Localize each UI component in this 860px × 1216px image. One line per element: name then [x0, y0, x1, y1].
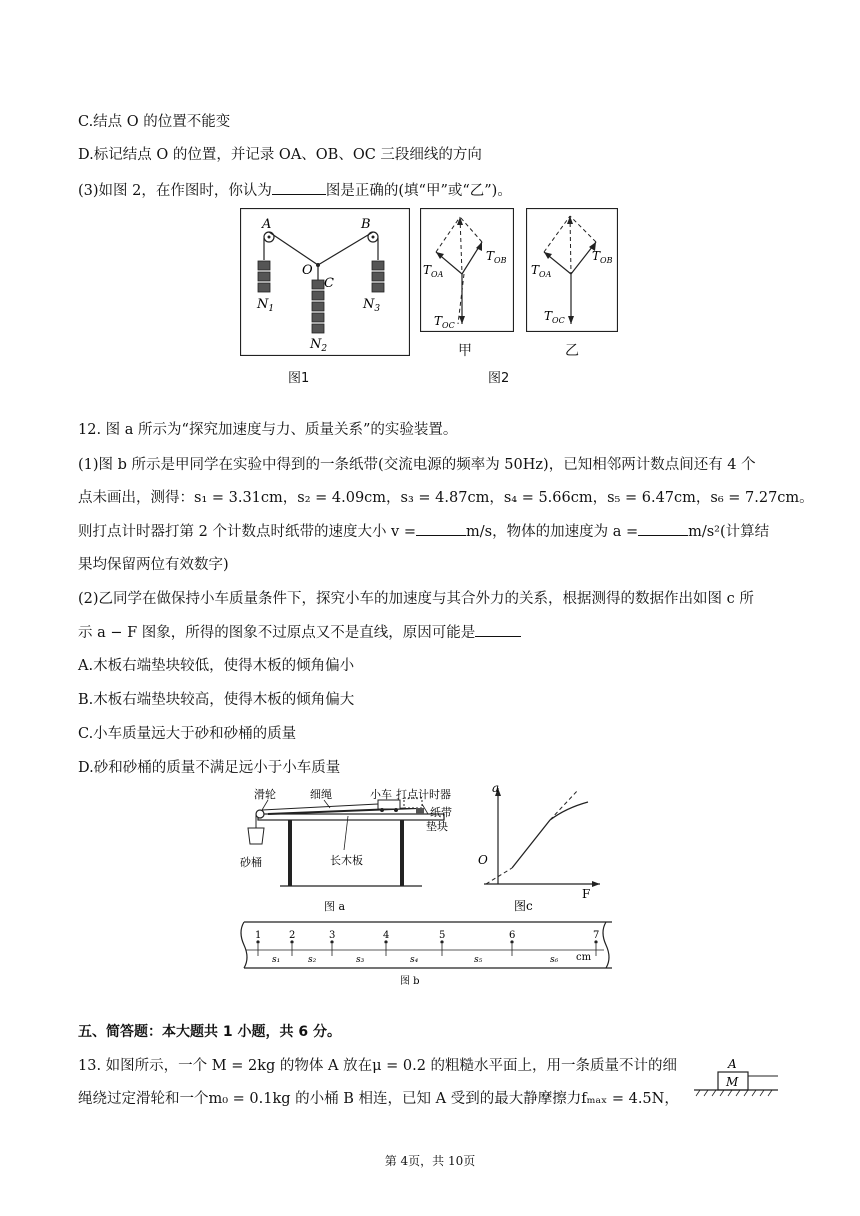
q12-part1-line2: 点未画出，测得：s₁ = 3.31cm，s₂ = 4.09cm，s₃ = 4.87cm，s₄ = 5.66cm，s₅ = 6.47cm，s₆ = 7.27cm。: [78, 490, 814, 506]
label-o: O: [302, 263, 313, 278]
figure-1-caption: 图1: [288, 371, 310, 386]
label-toa: $T_{OA}$: [531, 263, 552, 279]
label-m: M: [726, 1075, 739, 1089]
page-footer: 第 4页，共 10页: [384, 1154, 476, 1168]
q12-part1-line4: 果均保留两位有效数字): [78, 557, 229, 573]
label-toc: $T_{OC}$: [434, 314, 455, 330]
q11-part3: [78, 180, 512, 201]
q12-option-a: A.木板右端垫块较低，使得木板的倾角偏小: [78, 658, 355, 674]
q12-velocity-text: 则打点计时器打第 2 个计数点时纸带的速度大小 v =: [78, 524, 417, 540]
q12-intro: 12. 图 a 所示为“探究加速度与力、质量关系”的实验装置。: [78, 422, 458, 438]
section-5-heading: 五、简答题：本大题共 1 小题，共 6 分。: [78, 1024, 341, 1040]
segment-s6: s₆: [550, 955, 559, 965]
figure-b-tape: [236, 918, 616, 988]
answer-blank-acceleration: [638, 521, 688, 536]
figure-a-caption: 图 a: [324, 900, 346, 913]
figure-q13-block: [690, 1054, 782, 1102]
tape-points: [256, 940, 597, 943]
point-6: 6: [509, 930, 516, 941]
label-yi: 乙: [565, 343, 579, 359]
segment-s4: s₄: [410, 955, 419, 965]
q11-part3-pre: (3)如图 2，在作图时，你认为: [78, 183, 272, 199]
label-b: B: [361, 217, 371, 232]
label-toc: $T_{OC}$: [544, 309, 565, 325]
q12-part2-text: 示 a − F 图象，所得的图象不过原点又不是直线，原因可能是: [78, 625, 476, 641]
label-rope: 细绳: [310, 788, 332, 801]
label-tape: 纸带: [430, 806, 452, 819]
answer-blank: [272, 180, 326, 195]
label-a: A: [262, 217, 272, 232]
q12-option-c: C.小车质量远大于砂和砂桶的质量: [78, 726, 297, 742]
point-1: 1: [255, 930, 262, 941]
q13-line1: 13. 如图所示，一个 M = 2kg 的物体 A 放在μ = 0.2 的粗糙水平面上，用一条质量不计的细: [78, 1058, 678, 1074]
segment-s5: s₅: [474, 955, 483, 965]
label-timer: 打点计时器: [396, 788, 451, 801]
q12-part1-line1: (1)图 b 所示是甲同学在实验中得到的一条纸带(交流电源的频率为 50Hz)，已知相邻两计数点间还有 4 个: [78, 457, 756, 473]
segment-s2: s₂: [308, 955, 317, 965]
q12-option-d: D.砂和砂桶的质量不满足远小于小车质量: [78, 760, 341, 776]
figure-1-pulley-diagram: [240, 208, 410, 356]
label-car: 小车: [370, 788, 392, 801]
label-n2: $N_2$: [310, 337, 328, 354]
label-bucket: 砂桶: [240, 856, 262, 869]
label-n1: $N_1$: [257, 297, 275, 314]
label-origin: O: [478, 853, 488, 867]
point-4: 4: [383, 930, 390, 941]
label-block: 垫块: [426, 820, 448, 833]
q12-accel-unit: m/s²(计算结: [688, 524, 770, 540]
segment-s3: s₃: [356, 955, 365, 965]
point-2: 2: [289, 930, 296, 941]
q12-part1-line3: [78, 521, 769, 542]
figure-c-af-graph: [476, 784, 606, 914]
q12-option-b: B.木板右端垫块较高，使得木板的倾角偏大: [78, 692, 355, 708]
label-f-axis: F: [582, 887, 591, 901]
q12-part2-line2: [78, 622, 521, 643]
point-3: 3: [329, 930, 336, 941]
point-7: 7: [593, 930, 600, 941]
figure-2-jia: [420, 208, 514, 332]
label-a-axis: a: [492, 784, 500, 795]
point-5: 5: [439, 930, 446, 941]
label-jia: 甲: [458, 343, 472, 359]
label-c: C: [324, 276, 334, 291]
q13-line2: 绳绕过定滑轮和一个m₀ = 0.1kg 的小桶 B 相连，已知 A 受到的最大静摩擦力fₘₐₓ = 4.5N，: [78, 1091, 679, 1107]
label-a: A: [728, 1057, 737, 1071]
figure-c-caption: 图c: [514, 899, 533, 913]
unit-cm: cm: [576, 952, 592, 963]
label-toa: $T_{OA}$: [423, 263, 444, 279]
label-n3: $N_3$: [363, 297, 381, 314]
answer-blank-reason: [475, 622, 521, 637]
segment-s1: s₁: [272, 955, 281, 965]
figure-b-caption: 图 b: [400, 976, 420, 987]
figure-2-yi: [526, 208, 618, 332]
figure-2-caption: 图2: [488, 371, 510, 386]
figure-a-apparatus: [232, 786, 468, 914]
q12-part2-line1: (2)乙同学在做保持小车质量条件下，探究小车的加速度与其合外力的关系，根据测得的数据作出如图 c 所: [78, 591, 754, 607]
label-pulley: 滑轮: [254, 788, 276, 801]
q12-accel-text: m/s，物体的加速度为 a =: [466, 524, 639, 540]
q11-part3-post: 图是正确的(填“甲”或“乙”)。: [325, 183, 512, 199]
label-tob: $T_{OB}$: [486, 249, 507, 265]
label-board: 长木板: [330, 854, 363, 867]
q11-option-d: D.标记结点 O 的位置，并记录 OA、OB、OC 三段细线的方向: [78, 147, 482, 163]
label-tob: $T_{OB}$: [592, 249, 613, 265]
answer-blank-velocity: [416, 521, 466, 536]
q11-option-c: C.结点 O 的位置不能变: [78, 114, 231, 130]
